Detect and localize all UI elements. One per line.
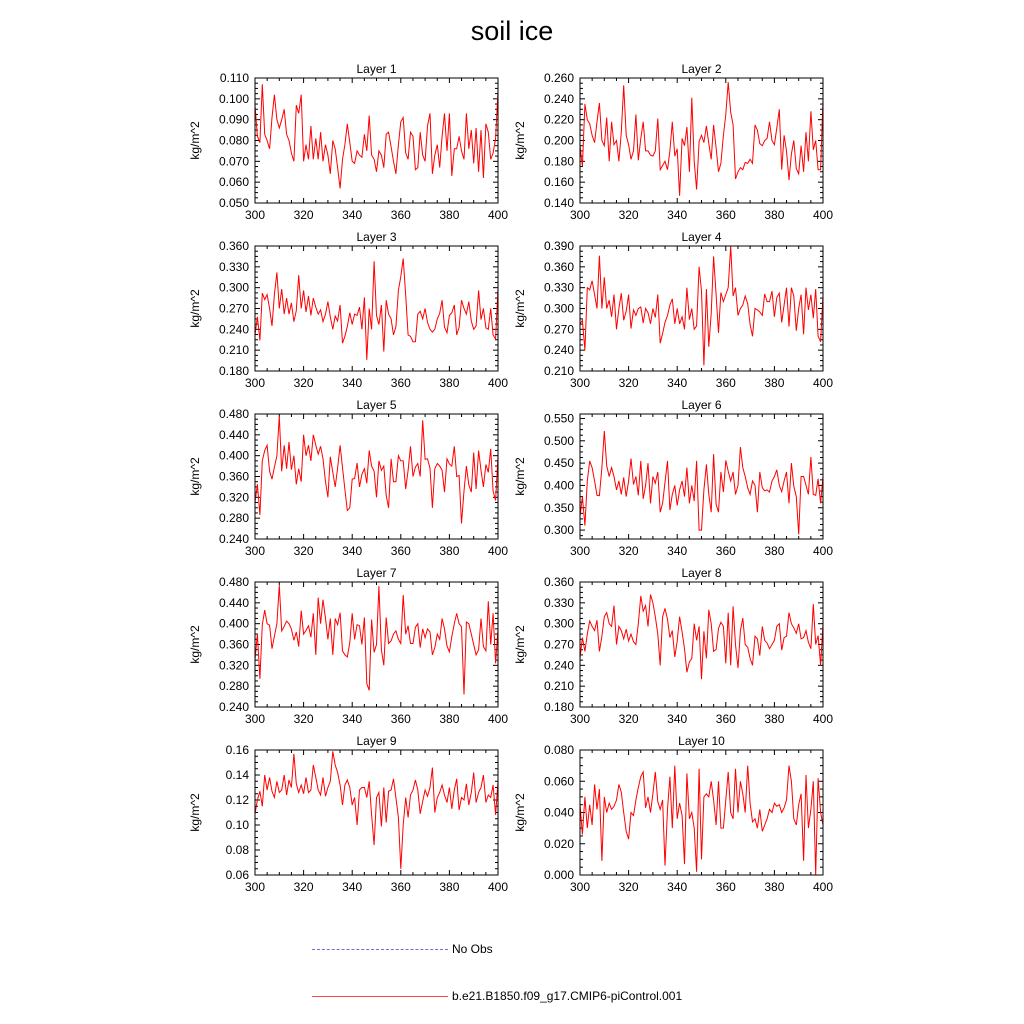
plot-frame [255, 750, 498, 875]
y-tick-label: 0.330 [543, 280, 574, 295]
x-tick-label: 320 [618, 712, 639, 726]
y-axis-label: kg/m^2 [513, 121, 527, 160]
x-tick-label: 360 [715, 544, 736, 558]
y-tick-label: 0.550 [543, 411, 574, 426]
y-tick-label: 0.240 [543, 91, 574, 106]
y-axis-label: kg/m^2 [513, 289, 527, 328]
series-line [580, 246, 823, 365]
panel-1 [188, 62, 508, 222]
y-tick-label: 0.090 [218, 112, 249, 127]
panel-title: Layer 10 [678, 734, 725, 748]
y-tick-label: 0.300 [218, 280, 249, 295]
panel-7 [188, 566, 508, 726]
y-tick-label: 0.360 [543, 259, 574, 274]
x-tick-label: 380 [439, 208, 460, 222]
x-tick-label: 400 [812, 376, 834, 390]
y-tick-label: 0.110 [219, 71, 249, 85]
y-tick-label: 0.080 [218, 133, 249, 148]
plot-frame [255, 78, 498, 203]
y-axis-label: kg/m^2 [513, 457, 527, 496]
x-tick-label: 380 [764, 208, 785, 222]
chart-title: soil ice [470, 16, 554, 46]
x-tick-label: 340 [667, 208, 688, 222]
series-line [255, 751, 498, 869]
y-tick-label: 0.050 [218, 196, 249, 210]
series-line [255, 259, 498, 360]
y-tick-label: 0.400 [218, 616, 249, 631]
y-tick-label: 0.240 [218, 700, 249, 714]
y-tick-label: 0.070 [218, 154, 249, 169]
y-tick-label: 0.360 [218, 637, 249, 652]
x-tick-label: 400 [812, 208, 834, 222]
x-tick-label: 300 [569, 712, 591, 726]
y-tick-label: 0.140 [543, 196, 574, 210]
y-tick-label: 0.160 [543, 175, 574, 190]
panel-title: Layer 9 [356, 734, 397, 748]
y-tick-label: 0.080 [543, 743, 574, 757]
x-tick-label: 320 [293, 712, 314, 726]
x-tick-label: 380 [439, 712, 460, 726]
panel-6 [513, 398, 833, 558]
y-tick-label: 0.180 [543, 154, 574, 169]
x-tick-label: 320 [618, 544, 639, 558]
y-tick-label: 0.210 [218, 343, 249, 358]
x-tick-label: 360 [390, 208, 411, 222]
panel-4 [513, 230, 833, 390]
y-tick-label: 0.240 [543, 343, 574, 358]
series-line [255, 416, 498, 523]
x-tick-label: 300 [569, 208, 591, 222]
y-tick-label: 0.200 [543, 133, 574, 148]
y-axis-label: kg/m^2 [513, 793, 527, 832]
y-tick-label: 0.390 [543, 239, 574, 253]
panel-title: Layer 1 [356, 62, 397, 76]
x-tick-label: 320 [293, 880, 314, 894]
y-tick-label: 0.240 [218, 322, 249, 337]
y-tick-label: 0.270 [543, 637, 574, 652]
series-line [580, 431, 823, 535]
x-tick-label: 340 [667, 376, 688, 390]
y-axis-label: kg/m^2 [513, 625, 527, 664]
y-tick-label: 0.280 [218, 679, 249, 694]
y-tick-label: 0.400 [543, 478, 574, 493]
series-line [580, 82, 823, 196]
y-tick-label: 0.500 [543, 433, 574, 448]
panel-title: Layer 6 [681, 398, 722, 412]
y-tick-label: 0.16 [225, 743, 249, 757]
series-line [255, 585, 498, 694]
y-tick-label: 0.480 [218, 407, 249, 421]
x-tick-label: 340 [667, 880, 688, 894]
y-tick-label: 0.440 [218, 595, 249, 610]
x-tick-label: 400 [487, 376, 509, 390]
y-tick-label: 0.180 [218, 364, 249, 378]
x-tick-label: 300 [569, 880, 591, 894]
y-tick-label: 0.360 [218, 239, 249, 253]
y-tick-label: 0.10 [225, 818, 249, 832]
x-tick-label: 360 [390, 376, 411, 390]
panel-3 [188, 230, 508, 390]
x-tick-label: 400 [487, 544, 509, 558]
x-tick-label: 320 [293, 208, 314, 222]
y-tick-label: 0.180 [543, 700, 574, 714]
x-tick-label: 380 [439, 544, 460, 558]
x-tick-label: 380 [439, 376, 460, 390]
panel-title: Layer 2 [681, 62, 722, 76]
y-tick-label: 0.220 [543, 112, 574, 127]
x-tick-label: 400 [812, 880, 834, 894]
x-tick-label: 320 [293, 544, 314, 558]
x-tick-label: 360 [715, 208, 736, 222]
y-tick-label: 0.08 [225, 843, 249, 857]
series-line [580, 766, 823, 875]
y-tick-label: 0.270 [218, 301, 249, 316]
x-tick-label: 360 [390, 880, 411, 894]
plot-frame [580, 246, 823, 371]
y-axis-label: kg/m^2 [188, 457, 202, 496]
panel-title: Layer 5 [356, 398, 397, 412]
x-tick-label: 320 [293, 376, 314, 390]
x-tick-label: 300 [244, 544, 266, 558]
y-tick-label: 0.060 [218, 175, 249, 190]
y-tick-label: 0.320 [218, 490, 249, 505]
y-axis-label: kg/m^2 [188, 793, 202, 832]
x-tick-label: 320 [618, 880, 639, 894]
legend-label: No Obs [452, 942, 493, 956]
y-tick-label: 0.330 [218, 259, 249, 274]
y-tick-label: 0.210 [543, 364, 574, 378]
panel-title: Layer 7 [356, 566, 397, 580]
y-tick-label: 0.450 [543, 456, 574, 471]
x-tick-label: 380 [764, 712, 785, 726]
x-tick-label: 360 [715, 712, 736, 726]
y-tick-label: 0.350 [543, 500, 574, 515]
panel-9 [188, 734, 508, 894]
x-tick-label: 400 [487, 208, 509, 222]
x-tick-label: 340 [667, 712, 688, 726]
y-tick-label: 0.400 [218, 448, 249, 463]
y-tick-label: 0.360 [543, 575, 574, 589]
y-tick-label: 0.280 [218, 511, 249, 526]
legend-label: b.e21.B1850.f09_g17.CMIP6-piControl.001 [452, 989, 683, 1003]
x-tick-label: 380 [764, 376, 785, 390]
x-tick-label: 340 [667, 544, 688, 558]
panel-10 [513, 734, 833, 894]
x-tick-label: 340 [342, 544, 363, 558]
x-tick-label: 300 [244, 712, 266, 726]
x-tick-label: 300 [569, 376, 591, 390]
x-tick-label: 340 [342, 712, 363, 726]
y-tick-label: 0.210 [543, 679, 574, 694]
panel-title: Layer 8 [681, 566, 722, 580]
y-tick-label: 0.12 [225, 793, 249, 807]
x-tick-label: 360 [390, 544, 411, 558]
y-tick-label: 0.14 [225, 768, 249, 782]
y-tick-label: 0.060 [543, 774, 574, 789]
x-tick-label: 380 [764, 544, 785, 558]
x-tick-label: 300 [244, 208, 266, 222]
series-line [580, 595, 823, 680]
x-tick-label: 300 [244, 880, 266, 894]
y-tick-label: 0.020 [543, 836, 574, 851]
y-tick-label: 0.260 [543, 71, 574, 85]
y-tick-label: 0.320 [218, 658, 249, 673]
y-tick-label: 0.360 [218, 469, 249, 484]
panel-title: Layer 4 [681, 230, 722, 244]
y-tick-label: 0.270 [543, 322, 574, 337]
y-tick-label: 0.330 [543, 595, 574, 610]
y-tick-label: 0.100 [218, 91, 249, 106]
y-tick-label: 0.06 [225, 868, 249, 882]
x-tick-label: 340 [342, 880, 363, 894]
y-tick-label: 0.480 [218, 575, 249, 589]
y-axis-label: kg/m^2 [188, 625, 202, 664]
x-tick-label: 320 [618, 376, 639, 390]
y-tick-label: 0.240 [218, 532, 249, 546]
y-tick-label: 0.240 [543, 658, 574, 673]
x-tick-label: 300 [244, 376, 266, 390]
y-tick-label: 0.440 [218, 427, 249, 442]
x-tick-label: 400 [812, 544, 834, 558]
panel-2 [513, 62, 833, 222]
x-tick-label: 400 [487, 712, 509, 726]
x-tick-label: 360 [715, 376, 736, 390]
panel-5 [188, 398, 508, 558]
panel-title: Layer 3 [356, 230, 397, 244]
x-tick-label: 340 [342, 208, 363, 222]
y-tick-label: 0.300 [543, 301, 574, 316]
y-axis-label: kg/m^2 [188, 121, 202, 160]
x-tick-label: 400 [487, 880, 509, 894]
series-line [255, 84, 498, 188]
x-tick-label: 360 [390, 712, 411, 726]
y-tick-label: 0.300 [543, 523, 574, 538]
y-tick-label: 0.300 [543, 616, 574, 631]
x-tick-label: 380 [764, 880, 785, 894]
x-tick-label: 300 [569, 544, 591, 558]
panel-8 [513, 566, 833, 726]
y-tick-label: 0.040 [543, 805, 574, 820]
x-tick-label: 360 [715, 880, 736, 894]
x-tick-label: 380 [439, 880, 460, 894]
y-axis-label: kg/m^2 [188, 289, 202, 328]
x-tick-label: 320 [618, 208, 639, 222]
y-tick-label: 0.000 [543, 868, 574, 882]
x-tick-label: 340 [342, 376, 363, 390]
x-tick-label: 400 [812, 712, 834, 726]
